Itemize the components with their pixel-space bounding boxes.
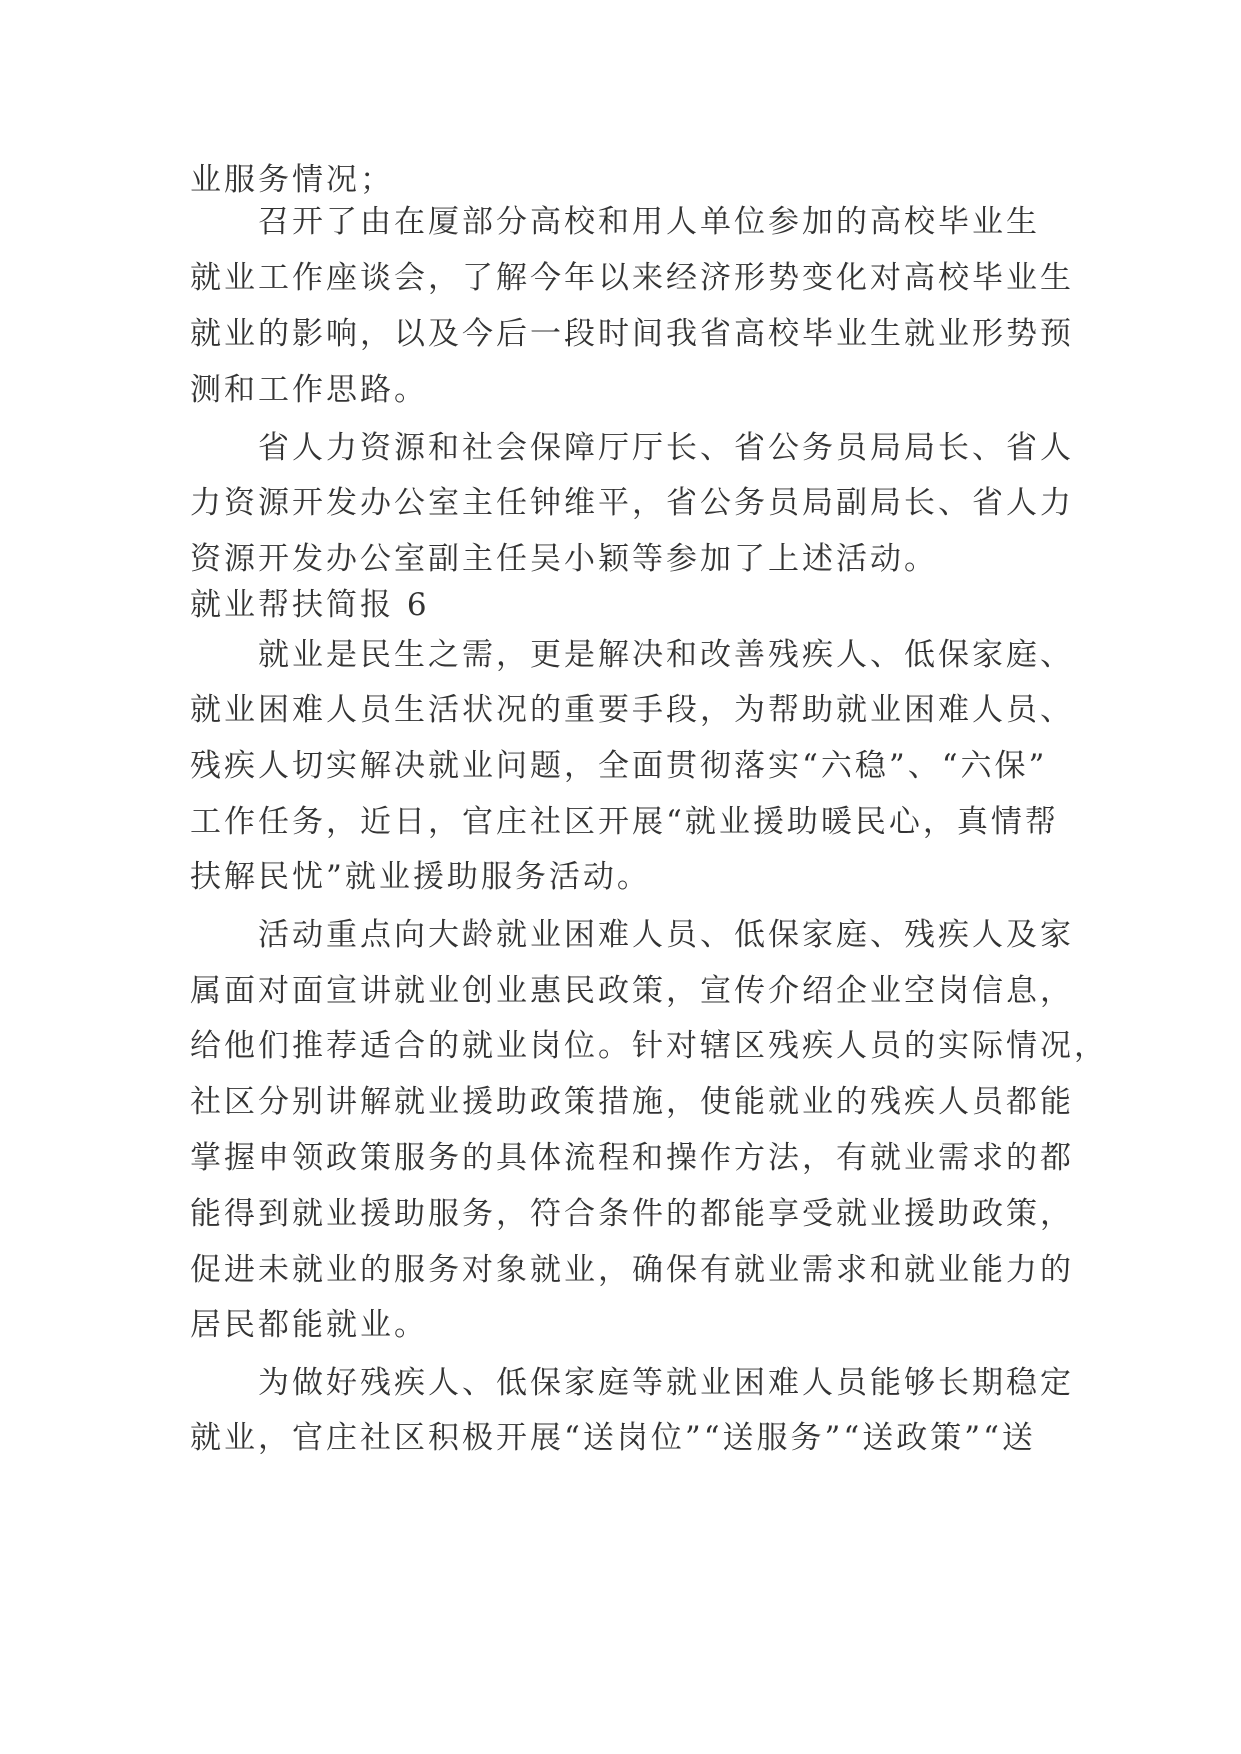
text-line: 就业困难人员生活状况的重要手段，为帮助就业困难人员、 xyxy=(190,692,1074,728)
text-line: 社区分别讲解就业援助政策措施，使能就业的残疾人员都能 xyxy=(190,1084,1074,1120)
text-line: 给他们推荐适合的就业岗位。针对辖区残疾人员的实际情况， xyxy=(190,1028,1108,1064)
text-line: 测和工作思路。 xyxy=(190,372,428,408)
text-line: 工作任务，近日，官庄社区开展“就业援助暖民心，真情帮 xyxy=(190,804,1059,840)
text-line: 居民都能就业。 xyxy=(190,1307,428,1343)
section-heading: 就业帮扶简报 6 xyxy=(190,587,430,623)
paragraph-start-line: 就业是民生之需，更是解决和改善残疾人、低保家庭、 xyxy=(258,637,1074,673)
text-line: 就业，官庄社区积极开展“送岗位”“送服务”“送政策”“送 xyxy=(190,1420,1036,1456)
text-line: 属面对面宣讲就业创业惠民政策，宣传介绍企业空岗信息， xyxy=(190,973,1074,1009)
paragraph-start-line: 活动重点向大龄就业困难人员、低保家庭、残疾人及家 xyxy=(258,917,1074,953)
text-line: 力资源开发办公室主任钟维平，省公务员局副局长、省人力 xyxy=(190,485,1074,521)
paragraph-start-line: 省人力资源和社会保障厅厅长、省公务员局局长、省人 xyxy=(258,430,1074,466)
paragraph-start-line: 为做好残疾人、低保家庭等就业困难人员能够长期稳定 xyxy=(258,1365,1074,1401)
text-line: 促进未就业的服务对象就业，确保有就业需求和就业能力的 xyxy=(190,1252,1074,1288)
text-line: 就业工作座谈会，了解今年以来经济形势变化对高校毕业生 xyxy=(190,260,1074,296)
text-line: 就业的影响，以及今后一段时间我省高校毕业生就业形势预 xyxy=(190,316,1074,352)
text-line: 扶解民忧”就业援助服务活动。 xyxy=(190,859,651,895)
text-line: 能得到就业援助服务，符合条件的都能享受就业援助政策， xyxy=(190,1196,1074,1232)
paragraph-start-line: 召开了由在厦部分高校和用人单位参加的高校毕业生 xyxy=(258,204,1040,240)
text-line: 业服务情况； xyxy=(190,162,394,198)
text-line: 残疾人切实解决就业问题，全面贯彻落实“六稳”、“六保” xyxy=(190,748,1048,784)
text-line: 资源开发办公室副主任吴小颖等参加了上述活动。 xyxy=(190,541,938,577)
text-line: 掌握申领政策服务的具体流程和操作方法，有就业需求的都 xyxy=(190,1140,1074,1176)
